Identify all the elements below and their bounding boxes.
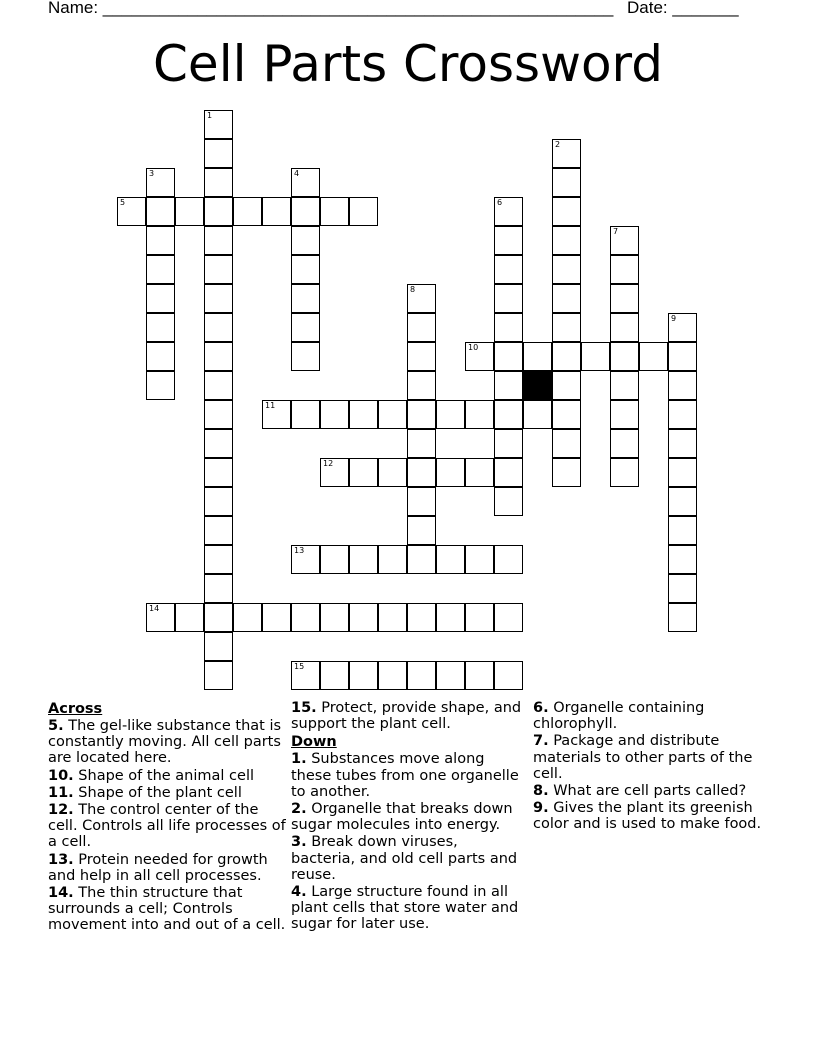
grid-cell[interactable]	[436, 661, 465, 690]
clue-num: 15.	[291, 700, 317, 716]
across-clue	[48, 852, 288, 884]
grid-cell[interactable]	[668, 400, 697, 429]
grid-cell[interactable]	[494, 255, 523, 284]
grid-cell[interactable]	[378, 458, 407, 487]
clue-number: 14	[149, 604, 160, 613]
grid-cell[interactable]	[552, 284, 581, 313]
grid-cell[interactable]	[349, 545, 378, 574]
grid-cell[interactable]	[146, 168, 175, 197]
grid-cell[interactable]	[204, 661, 233, 690]
grid-cell[interactable]	[320, 197, 349, 226]
grid-cell[interactable]	[378, 603, 407, 632]
grid-cell[interactable]	[610, 255, 639, 284]
clue-num: 11.	[48, 784, 74, 801]
grid-cell[interactable]	[291, 284, 320, 313]
grid-cell[interactable]	[494, 226, 523, 255]
clue-number: 2	[555, 140, 561, 149]
grid-cell[interactable]	[320, 661, 349, 690]
down-clue	[533, 783, 763, 799]
clue-number: 1	[207, 111, 213, 120]
grid-cell[interactable]	[291, 342, 320, 371]
clue-num: 6.	[533, 700, 549, 716]
grid-cell[interactable]	[465, 458, 494, 487]
grid-cell[interactable]	[204, 574, 233, 603]
clue-number: 7	[613, 227, 619, 236]
grid-cell[interactable]	[610, 458, 639, 487]
grid-cell[interactable]	[668, 516, 697, 545]
grid-cell[interactable]	[668, 429, 697, 458]
grid-cell[interactable]	[494, 429, 523, 458]
grid-cell[interactable]	[552, 313, 581, 342]
grid-cell[interactable]	[610, 342, 639, 371]
across-clue	[48, 768, 288, 784]
grid-cell[interactable]	[320, 400, 349, 429]
black-square	[523, 371, 552, 400]
grid-cell[interactable]	[552, 197, 581, 226]
clue-number: 10	[468, 343, 479, 352]
grid-cell[interactable]	[204, 516, 233, 545]
clue-number: 13	[294, 546, 305, 555]
grid-cell[interactable]	[146, 197, 175, 226]
grid-cell[interactable]	[320, 545, 349, 574]
grid-cell[interactable]	[668, 371, 697, 400]
grid-cell[interactable]	[552, 342, 581, 371]
grid-cell[interactable]	[204, 284, 233, 313]
clue-num: 14.	[48, 885, 74, 902]
grid-cell[interactable]	[494, 400, 523, 429]
grid-cell[interactable]	[204, 139, 233, 168]
clue-text: Package and distribute materials to other parts of the cell.	[533, 733, 753, 782]
clue-number: 5	[120, 198, 126, 207]
clue-number: 8	[410, 285, 416, 294]
grid-cell[interactable]	[494, 313, 523, 342]
grid-cell[interactable]	[320, 458, 349, 487]
grid-cell[interactable]	[465, 661, 494, 690]
date-label: Date:	[627, 0, 673, 17]
grid-cell[interactable]	[407, 400, 436, 429]
clue-num: 3.	[291, 834, 307, 851]
grid-cell[interactable]	[494, 458, 523, 487]
grid-cell[interactable]	[610, 371, 639, 400]
grid-cell[interactable]	[552, 226, 581, 255]
clue-column-3	[533, 700, 763, 834]
clue-text: Protein needed for growth and help in all cell processes.	[48, 851, 268, 884]
grid-cell[interactable]	[436, 603, 465, 632]
grid-cell[interactable]	[523, 400, 552, 429]
grid-cell[interactable]	[668, 574, 697, 603]
grid-cell[interactable]	[320, 603, 349, 632]
grid-cell[interactable]	[146, 255, 175, 284]
clue-text: What are cell parts called?	[553, 783, 747, 800]
grid-cell[interactable]	[494, 371, 523, 400]
clue-text: Shape of the plant cell	[78, 784, 242, 801]
grid-cell[interactable]	[494, 545, 523, 574]
clue-text: Shape of the animal cell	[78, 767, 255, 784]
grid-cell[interactable]	[465, 603, 494, 632]
grid-cell[interactable]	[581, 342, 610, 371]
grid-cell[interactable]	[378, 400, 407, 429]
grid-cell[interactable]	[291, 400, 320, 429]
grid-cell[interactable]	[117, 197, 146, 226]
clue-num: 12.	[48, 802, 74, 819]
clue-num: 5.	[48, 718, 64, 734]
clue-num: 4.	[291, 884, 307, 901]
grid-cell[interactable]	[494, 487, 523, 516]
grid-cell[interactable]	[552, 139, 581, 168]
grid-cell[interactable]	[610, 313, 639, 342]
down-clue	[533, 700, 763, 732]
grid-cell[interactable]	[349, 458, 378, 487]
clue-num: 13.	[48, 851, 74, 868]
grid-cell[interactable]	[407, 313, 436, 342]
grid-cell[interactable]	[146, 226, 175, 255]
grid-cell[interactable]	[407, 371, 436, 400]
grid-cell[interactable]	[349, 603, 378, 632]
across-clue	[48, 885, 288, 934]
clue-text: The thin structure that surrounds a cell; Controls movement into and out of a cell.	[48, 885, 286, 934]
clue-text: Organelle that breaks down sugar molecules into energy.	[291, 801, 513, 834]
down-clue	[291, 801, 526, 833]
grid-cell[interactable]	[552, 429, 581, 458]
grid-cell[interactable]	[668, 545, 697, 574]
grid-cell[interactable]	[494, 603, 523, 632]
grid-cell[interactable]	[204, 313, 233, 342]
down-clue	[291, 834, 526, 883]
grid-cell[interactable]	[349, 197, 378, 226]
grid-cell[interactable]	[436, 400, 465, 429]
grid-cell[interactable]	[204, 632, 233, 661]
grid-cell[interactable]	[610, 400, 639, 429]
across-clue	[48, 785, 288, 801]
grid-cell[interactable]	[668, 342, 697, 371]
grid-cell[interactable]	[291, 226, 320, 255]
grid-cell[interactable]	[407, 342, 436, 371]
grid-cell[interactable]	[523, 342, 552, 371]
grid-cell[interactable]	[175, 197, 204, 226]
grid-cell[interactable]	[349, 400, 378, 429]
clue-number: 3	[149, 169, 155, 178]
clue-number: 4	[294, 169, 300, 178]
grid-cell[interactable]	[204, 168, 233, 197]
clue-number: 11	[265, 401, 276, 410]
grid-cell[interactable]	[204, 545, 233, 574]
grid-cell[interactable]	[378, 545, 407, 574]
grid-cell[interactable]	[494, 661, 523, 690]
grid-cell[interactable]	[552, 168, 581, 197]
clue-text: Large structure found in all plant cells that store water and sugar for later use.	[291, 884, 519, 933]
grid-cell[interactable]	[262, 197, 291, 226]
grid-cell[interactable]	[233, 603, 262, 632]
clue-text: Protect, provide shape, and support the plant cell.	[291, 700, 522, 733]
grid-cell[interactable]	[668, 313, 697, 342]
grid-cell[interactable]	[494, 284, 523, 313]
grid-cell[interactable]	[494, 197, 523, 226]
grid-cell[interactable]	[552, 255, 581, 284]
across-heading: Across	[48, 701, 103, 717]
grid-cell[interactable]	[407, 429, 436, 458]
grid-cell[interactable]	[204, 371, 233, 400]
grid-cell[interactable]	[262, 400, 291, 429]
grid-cell[interactable]	[204, 226, 233, 255]
across-clue	[48, 802, 288, 851]
clue-column-1	[48, 700, 288, 935]
clue-number: 15	[294, 662, 305, 671]
clue-text: Break down viruses, bacteria, and old cell parts and reuse.	[291, 834, 518, 883]
grid-cell[interactable]	[465, 342, 494, 371]
grid-cell[interactable]	[610, 284, 639, 313]
page-title: Cell Parts Crossword	[153, 35, 663, 93]
clue-text: The gel-like substance that is constantly moving. All cell parts are located here.	[48, 718, 282, 767]
grid-cell[interactable]	[407, 603, 436, 632]
grid-cell[interactable]	[552, 458, 581, 487]
grid-cell[interactable]	[204, 487, 233, 516]
grid-cell[interactable]	[494, 342, 523, 371]
grid-cell[interactable]	[291, 197, 320, 226]
clue-num: 10.	[48, 767, 74, 784]
clue-text: The control center of the cell. Controls all life processes of a cell.	[48, 802, 286, 851]
grid-cell[interactable]	[291, 255, 320, 284]
clue-num: 2.	[291, 801, 307, 818]
grid-cell[interactable]	[175, 603, 204, 632]
across-clue	[291, 700, 526, 732]
grid-cell[interactable]	[349, 661, 378, 690]
grid-cell[interactable]	[552, 371, 581, 400]
clue-number: 6	[497, 198, 503, 207]
grid-cell[interactable]	[146, 603, 175, 632]
name-label: Name:	[48, 0, 103, 17]
clue-column-2	[291, 700, 526, 934]
clue-num: 7.	[533, 733, 549, 750]
clue-number: 9	[671, 314, 677, 323]
grid-cell[interactable]	[552, 400, 581, 429]
grid-cell[interactable]	[204, 342, 233, 371]
clue-number: 12	[323, 459, 334, 468]
clue-num: 1.	[291, 751, 307, 768]
grid-cell[interactable]	[668, 487, 697, 516]
grid-cell[interactable]	[407, 458, 436, 487]
grid-cell[interactable]	[465, 400, 494, 429]
grid-cell[interactable]	[204, 110, 233, 139]
down-heading: Down	[291, 734, 337, 751]
grid-cell[interactable]	[146, 342, 175, 371]
grid-cell[interactable]	[407, 487, 436, 516]
clue-text: Substances move along these tubes from one organelle to another.	[291, 751, 519, 800]
grid-cell[interactable]	[668, 603, 697, 632]
grid-cell[interactable]	[291, 545, 320, 574]
grid-cell[interactable]	[407, 545, 436, 574]
across-clue	[48, 718, 288, 767]
grid-cell[interactable]	[204, 458, 233, 487]
down-clue	[291, 884, 526, 933]
grid-cell[interactable]	[407, 284, 436, 313]
grid-cell[interactable]	[610, 429, 639, 458]
grid-cell[interactable]	[610, 226, 639, 255]
grid-cell[interactable]	[146, 284, 175, 313]
clue-num: 9.	[533, 800, 549, 817]
grid-cell[interactable]	[407, 516, 436, 545]
grid-cell[interactable]	[291, 661, 320, 690]
grid-cell[interactable]	[436, 458, 465, 487]
grid-cell[interactable]	[407, 661, 436, 690]
grid-cell[interactable]	[436, 545, 465, 574]
down-clue	[533, 733, 763, 782]
grid-cell[interactable]	[291, 313, 320, 342]
clue-num: 8.	[533, 783, 549, 800]
grid-cell[interactable]	[204, 603, 233, 632]
grid-cell[interactable]	[378, 661, 407, 690]
grid-cell[interactable]	[146, 371, 175, 400]
grid-cell[interactable]	[146, 313, 175, 342]
name-line[interactable]: ______________________________________________________	[102, 0, 614, 17]
grid-cell[interactable]	[291, 603, 320, 632]
grid-cell[interactable]	[204, 255, 233, 284]
down-clue	[291, 751, 526, 800]
grid-cell[interactable]	[204, 400, 233, 429]
grid-cell[interactable]	[233, 197, 262, 226]
grid-cell[interactable]	[262, 603, 291, 632]
clue-text: Gives the plant its greenish color and is used to make food.	[533, 800, 762, 833]
grid-cell[interactable]	[465, 545, 494, 574]
grid-cell[interactable]	[668, 458, 697, 487]
grid-cell[interactable]	[204, 197, 233, 226]
down-clue	[533, 800, 763, 832]
grid-cell[interactable]	[291, 168, 320, 197]
grid-cell[interactable]	[204, 429, 233, 458]
grid-cell[interactable]	[639, 342, 668, 371]
date-line[interactable]: _______	[672, 0, 739, 17]
clue-text: Organelle containing chlorophyll.	[533, 700, 705, 733]
